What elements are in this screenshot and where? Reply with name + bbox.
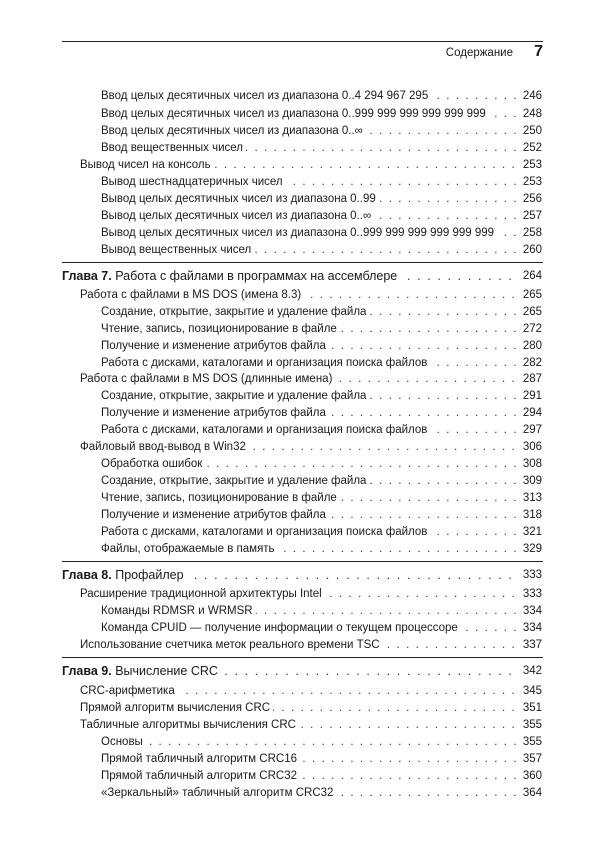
- toc-page: 250: [519, 122, 542, 140]
- toc-entry: Создание, открытие, закрытие и удаление файла . . . 265: [0, 303, 600, 321]
- toc-entry: Прямой табличный алгоритм CRC32 . . . 360: [0, 767, 600, 785]
- toc-page: 334: [519, 619, 542, 637]
- toc-entry: Ввод вещественных чисел . . . 252: [0, 139, 600, 157]
- toc-page: 318: [519, 506, 542, 524]
- toc-entry: Вывод целых десятичных чисел из диапазона 0..99 . . . 256: [0, 190, 600, 208]
- toc-page: 297: [519, 421, 542, 439]
- toc-chapter: [0, 267, 600, 285]
- toc-entry: CRC-арифметика . . . 345: [0, 682, 600, 700]
- toc-chapter: [0, 662, 600, 680]
- toc-entry: Ввод целых десятичных чисел из диапазона 0..999 999 999 999 999 999 . . . 248: [0, 105, 600, 123]
- toc-page: 308: [519, 455, 542, 473]
- toc-page: 246: [519, 87, 542, 105]
- toc-page: 342: [519, 662, 542, 680]
- toc-entry: Работа с дисками, каталогами и организация поиска файлов . . . 282: [0, 354, 600, 372]
- toc-page: 248: [519, 105, 542, 123]
- toc-page: 357: [519, 750, 542, 768]
- chapter-number: Глава 7.: [62, 269, 112, 283]
- toc-page: 272: [519, 320, 542, 338]
- toc-entry: Файловый ввод-вывод в Win32 . . . 306: [0, 438, 600, 456]
- toc-page: 355: [519, 733, 542, 751]
- toc-page: 258: [519, 224, 542, 242]
- toc-page: 351: [519, 699, 542, 717]
- toc-page: 291: [519, 387, 542, 405]
- toc-page: 257: [519, 207, 542, 225]
- header-page-number: 7: [534, 43, 543, 60]
- toc-entry: Основы . . . 355: [0, 733, 600, 751]
- toc-page: 333: [519, 585, 542, 603]
- running-header: [62, 42, 543, 66]
- toc-entry: Табличные алгоритмы вычисления CRC . . . 355: [0, 716, 600, 734]
- toc-page: 253: [519, 173, 542, 191]
- chapter-title: Работа с файлами в программах на ассемблере: [115, 269, 398, 283]
- toc-page: 306: [519, 438, 542, 456]
- chapter-divider: [62, 262, 543, 263]
- toc-entry: Создание, открытие, закрытие и удаление файла . . . 291: [0, 387, 600, 405]
- toc-page: 333: [519, 566, 542, 584]
- toc-entry: Вывод шестнадцатеричных чисел . . . 253: [0, 173, 600, 191]
- toc-page: 309: [519, 472, 542, 490]
- toc-entry: Ввод целых десятичных чисел из диапазона 0..∞ . . . 250: [0, 122, 600, 140]
- toc-page: 334: [519, 602, 542, 620]
- toc-page: 252: [519, 139, 542, 157]
- toc-page: 321: [519, 523, 542, 541]
- toc-entry: Использование счетчика меток реального времени TSC . . . 337: [0, 636, 600, 654]
- toc-entry: Прямой алгоритм вычисления CRC . . . 351: [0, 699, 600, 717]
- toc-entry: Вывод вещественных чисел . . . 260: [0, 241, 600, 259]
- toc-entry: Команды RDMSR и WRMSR . . . 334: [0, 602, 600, 620]
- toc-entry: Вывод целых десятичных чисел из диапазона 0..∞ . . . 257: [0, 207, 600, 225]
- chapter-number: Глава 8.: [62, 568, 112, 582]
- toc-entry: Получение и изменение атрибутов файла . . . 318: [0, 506, 600, 524]
- toc-page: 282: [519, 354, 542, 372]
- toc-page: 294: [519, 404, 542, 422]
- toc-entry: Работа с файлами в MS DOS (имена 8.3) . . . 265: [0, 286, 600, 304]
- toc-page: 360: [519, 767, 542, 785]
- toc-page: 256: [519, 190, 542, 208]
- chapter-divider: [62, 561, 543, 562]
- toc-entry: Чтение, запись, позиционирование в файле . . . 313: [0, 489, 600, 507]
- header-title: Содержание: [445, 47, 513, 59]
- toc-page: 337: [519, 636, 542, 654]
- toc-entry: Работа с дисками, каталогами и организация поиска файлов . . . 297: [0, 421, 600, 439]
- toc-page: 265: [519, 286, 542, 304]
- toc-entry: Вывод целых десятичных чисел из диапазона 0..999 999 999 999 999 999 . . . 258: [0, 224, 600, 242]
- toc-page: 364: [519, 784, 542, 802]
- toc-entry: Команда CPUID — получение информации о текущем процессоре . . . 334: [0, 619, 600, 637]
- chapter-divider: [62, 657, 543, 658]
- toc-entry: Расширение традиционной архитектуры Intel . . . 333: [0, 585, 600, 603]
- toc-chapter: [0, 566, 600, 584]
- toc-entry: Ввод целых десятичных чисел из диапазона 0..4 294 967 295 . . . 246: [0, 87, 600, 105]
- toc-entry: «Зеркальный» табличный алгоритм CRC32 . . . 364: [0, 784, 600, 802]
- toc-entry: Прямой табличный алгоритм CRC16 . . . 357: [0, 750, 600, 768]
- toc-entry: Вывод чисел на консоль . . . 253: [0, 156, 600, 174]
- toc-entry: Чтение, запись, позиционирование в файле . . . 272: [0, 320, 600, 338]
- toc-entry: Работа с дисками, каталогами и организация поиска файлов . . . 321: [0, 523, 600, 541]
- toc-entry: Файлы, отображаемые в память . . . 329: [0, 540, 600, 558]
- toc-entry: Создание, открытие, закрытие и удаление файла . . . 309: [0, 472, 600, 490]
- toc-page: 329: [519, 540, 542, 558]
- toc-page: 265: [519, 303, 542, 321]
- toc-entry: Получение и изменение атрибутов файла . . . 294: [0, 404, 600, 422]
- toc-page: 280: [519, 337, 542, 355]
- chapter-title: Вычисление CRC: [115, 664, 218, 678]
- toc-page: 260: [519, 241, 542, 259]
- chapter-title: Профайлер: [115, 568, 184, 582]
- chapter-number: Глава 9.: [62, 664, 112, 678]
- toc-page: 287: [519, 370, 542, 388]
- toc-page: 264: [519, 267, 542, 285]
- toc-entry: Получение и изменение атрибутов файла . . . 280: [0, 337, 600, 355]
- toc-entry: Работа с файлами в MS DOS (длинные имена) . . . 287: [0, 370, 600, 388]
- toc-page: 313: [519, 489, 542, 507]
- toc-entry: Обработка ошибок . . . 308: [0, 455, 600, 473]
- toc-page: 253: [519, 156, 542, 174]
- toc-page: 345: [519, 682, 542, 700]
- toc-page: 355: [519, 716, 542, 734]
